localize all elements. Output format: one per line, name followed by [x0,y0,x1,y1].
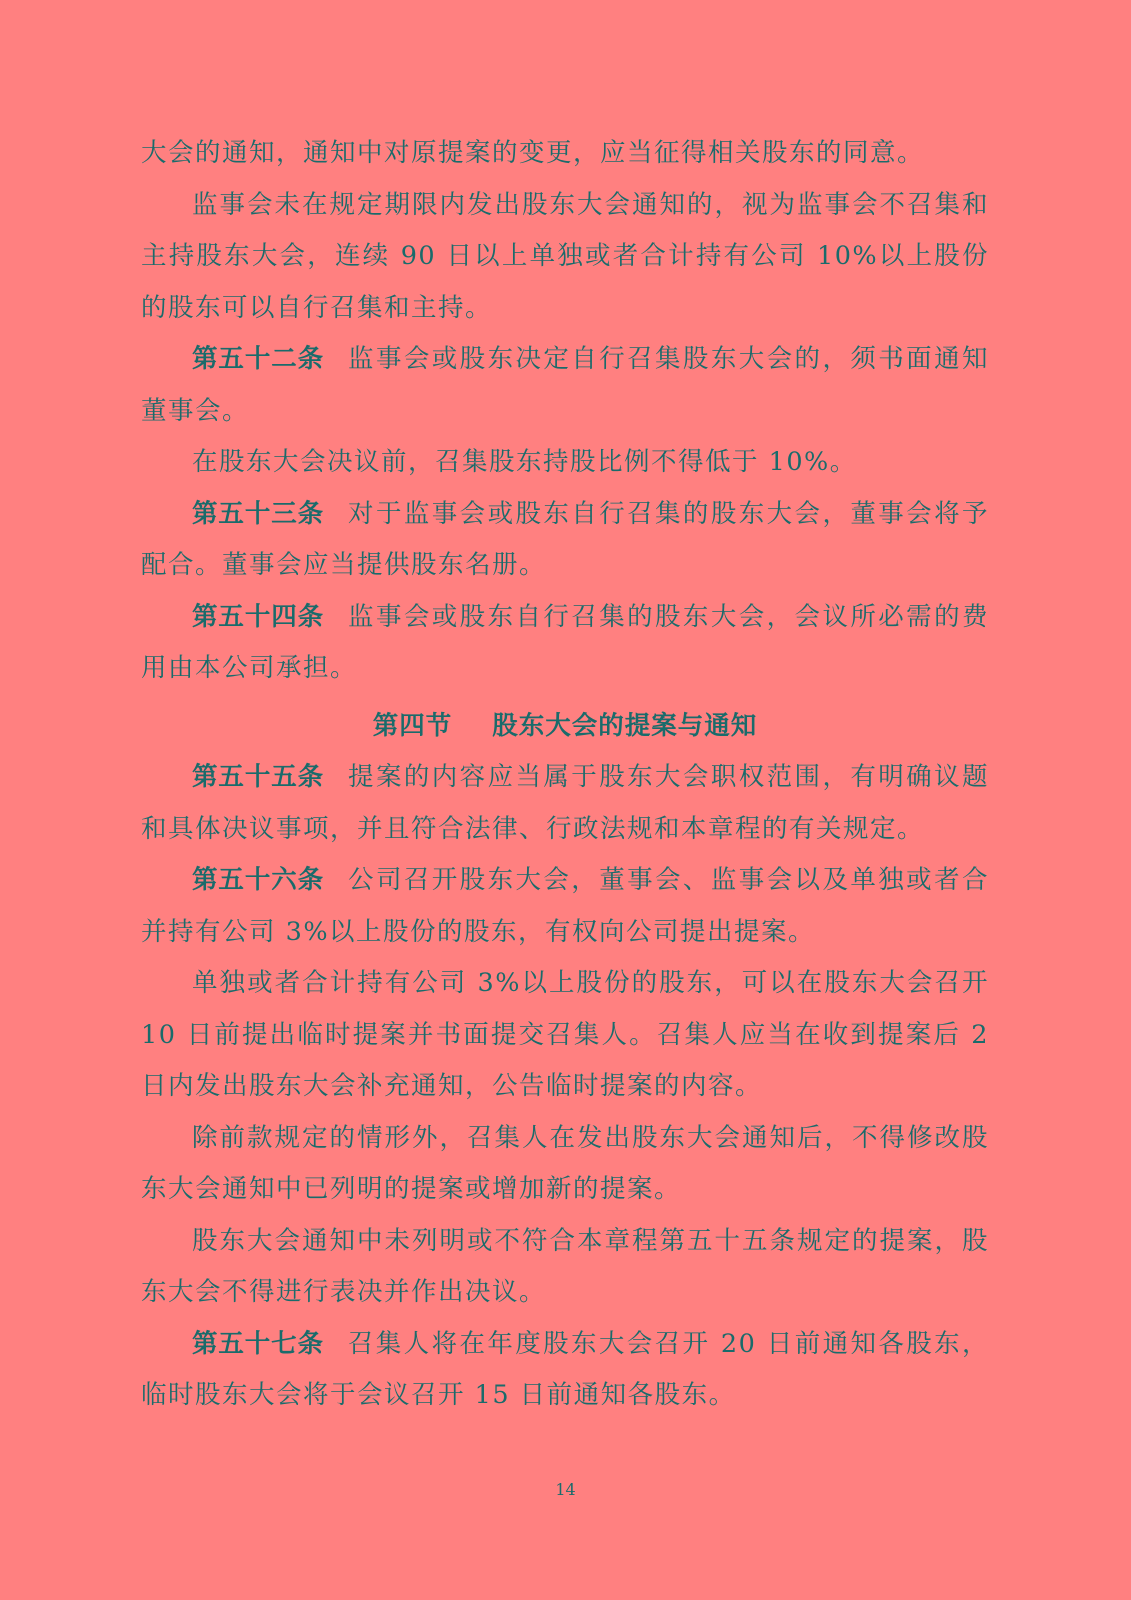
article-53 [141,489,989,592]
section-heading [141,701,989,753]
article-text: 提案的内容应当属于股东大会职权范围，有明确议题和具体决议事项，并且符合法律、行政法规和本章程的有关规定。 [141,762,989,844]
article-number: 第五十四条 [192,601,325,632]
paragraph-continuation [141,128,989,180]
article-55 [141,752,989,855]
paragraph-text: 除前款规定的情形外，召集人在发出股东大会通知后，不得修改股东大会通知中已列明的提案或增加新的提案。 [141,1122,989,1204]
section-number: 第四节 [372,710,453,741]
article-text: 公司召开股东大会，董事会、监事会以及单独或者合并持有公司 3%以上股份的股东，有权向公司提出提案。 [141,865,989,947]
paragraph-text: 大会的通知，通知中对原提案的变更，应当征得相关股东的同意。 [141,138,925,168]
article-text: 召集人将在年度股东大会召开 20 日前通知各股东，临时股东大会将于会议召开 15 日前通知各股东。 [141,1328,989,1410]
article-54 [141,592,989,695]
section-title: 股东大会的提案与通知 [492,710,758,741]
paragraph [141,1216,989,1319]
paragraph-text: 股东大会通知中未列明或不符合本章程第五十五条规定的提案，股东大会不得进行表决并作出决议。 [141,1225,989,1307]
article-56 [141,855,989,958]
paragraph [141,180,989,335]
paragraph-text: 监事会未在规定期限内发出股东大会通知的，视为监事会不召集和主持股东大会，连续 90 日以上单独或者合计持有公司 10%以上股份的股东可以自行召集和主持。 [141,189,989,323]
article-number: 第五十三条 [192,498,325,529]
paragraph [141,1113,989,1216]
article-text: 监事会或股东自行召集的股东大会，会议所必需的费用由本公司承担。 [141,601,989,683]
article-text: 对于监事会或股东自行召集的股东大会，董事会将予配合。董事会应当提供股东名册。 [141,498,989,580]
article-number: 第五十五条 [192,762,325,792]
paragraph [141,958,989,1113]
paragraph-text: 在股东大会决议前，召集股东持股比例不得低于 10%。 [192,447,857,477]
article-number: 第五十二条 [192,344,325,374]
article-52 [141,334,989,437]
paragraph-text: 单独或者合计持有公司 3%以上股份的股东，可以在股东大会召开 10 日前提出临时提案并书面提交召集人。召集人应当在收到提案后 2 日内发出股东大会补充通知，公告临时提案的内容。 [141,968,989,1101]
paragraph [141,437,989,489]
page-number: 14 [555,1480,576,1499]
article-text: 监事会或股东决定自行召集股东大会的，须书面通知董事会。 [141,344,989,426]
article-number: 第五十六条 [192,865,325,895]
document-body [141,128,989,1422]
article-number: 第五十七条 [192,1328,324,1359]
article-57 [141,1319,989,1422]
